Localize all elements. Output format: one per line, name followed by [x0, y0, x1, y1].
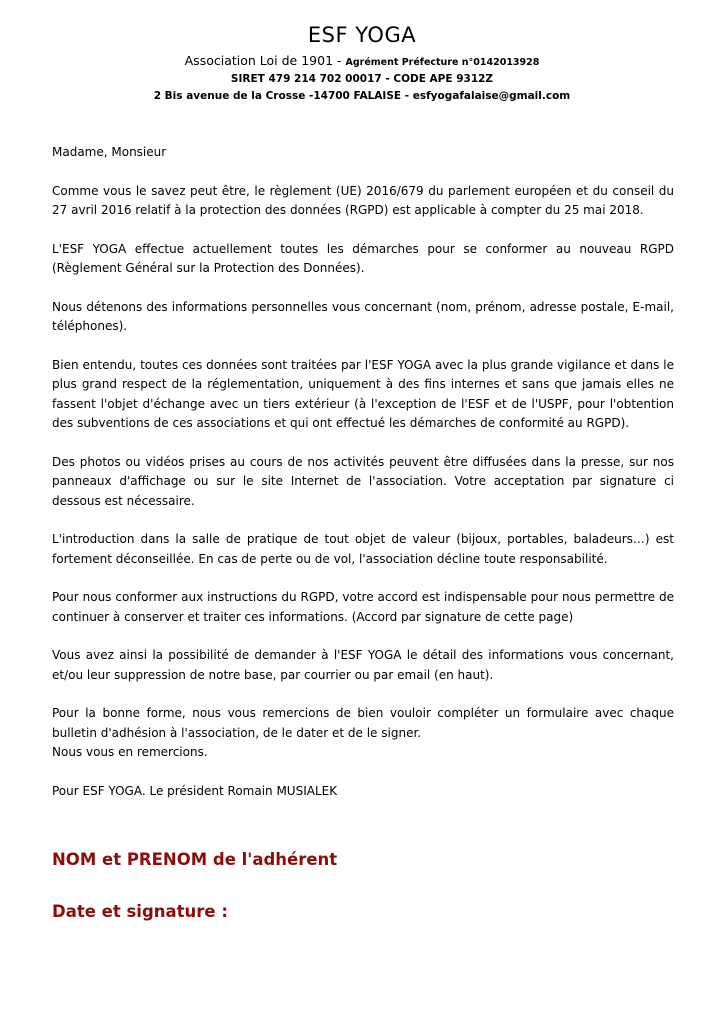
member-name-label: NOM et PRENOM de l'adhérent [52, 850, 338, 869]
date-signature-label: Date et signature : [52, 902, 228, 921]
organization-title: ESF YOGA [307, 23, 417, 47]
paragraph-photos: Des photos ou vidéos prises au cours de nos activités peuvent être diffusées dans la presse, sur nos panneaux d'affichage ou sur le site Internet de l'association. Votre acceptation par signature ci dessous est nécessaire. [52, 454, 674, 508]
paragraph-data-handling: Bien entendu, toutes ces données sont traitées par l'ESF YOGA avec la plus grande vigilance et dans le plus grand respect de la réglementation, uniquement à des fins internes et sans que jamais elles ne fassent l'objet d'échange avec un tiers extérieur (à l'exception de l'ESF et de l'USPF, pour l'obtention des subventions de ces associations et qui ont effectué les démarches de conformité au RGPD). [52, 357, 674, 430]
paragraph-consent: Pour nous conformer aux instructions du RGPD, votre accord est indispensable pour nous permettre de continuer à conserver et traiter ces informations. (Accord par signature de cette page) [52, 590, 674, 624]
paragraph-personal-info: Nous détenons des informations personnelles vous concernant (nom, prénom, adresse postale, E-mail, téléphones). [52, 299, 674, 333]
association-line [0, 52, 724, 71]
salutation: Madame, Monsieur [52, 145, 167, 159]
paragraph-rights: Vous avez ainsi la possibilité de demander à l'ESF YOGA le détail des informations vous concernant, et/ou leur suppression de notre base, par courrier ou par email (en haut). [52, 648, 674, 682]
letterhead [0, 22, 724, 105]
paragraph-form-request: Pour la bonne forme, nous vous remercions de bien vouloir compléter un formulaire avec chaque bulletin d'adhésion à l'association, de le dater et de le signer. [52, 706, 674, 740]
paragraph-valuables: L'introduction dans la salle de pratique de tout objet de valeur (bijoux, portables, baladeurs…) est fortement déconseillée. En cas de perte ou de vol, l'association décline toute responsabilité. [52, 532, 674, 566]
letter-body [52, 143, 674, 801]
paragraph-compliance: L'ESF YOGA effectue actuellement toutes les démarches pour se conformer au nouveau RGPD (Règlement Général sur la Protection des Données). [52, 241, 674, 275]
paragraph-rgpd-intro: Comme vous le savez peut être, le règlement (UE) 2016/679 du parlement européen et du conseil du 27 avril 2016 relatif à la protection des données (RGPD) est applicable à compter du 25 mai 2018. [52, 183, 674, 217]
paragraph-thanks: Nous vous en remercions. [52, 745, 208, 759]
agrement-number: Agrément Préfecture n°0142013928 [345, 57, 540, 68]
association-status: Association Loi de 1901 - [184, 53, 346, 68]
address-line: 2 Bis avenue de la Crosse -14700 FALAISE - esfyogafalaise@gmail.com [153, 90, 571, 102]
siret-line: SIRET 479 214 702 00017 - CODE APE 9312Z [230, 73, 494, 85]
signature-line: Pour ESF YOGA. Le président Romain MUSIALEK [52, 783, 338, 798]
